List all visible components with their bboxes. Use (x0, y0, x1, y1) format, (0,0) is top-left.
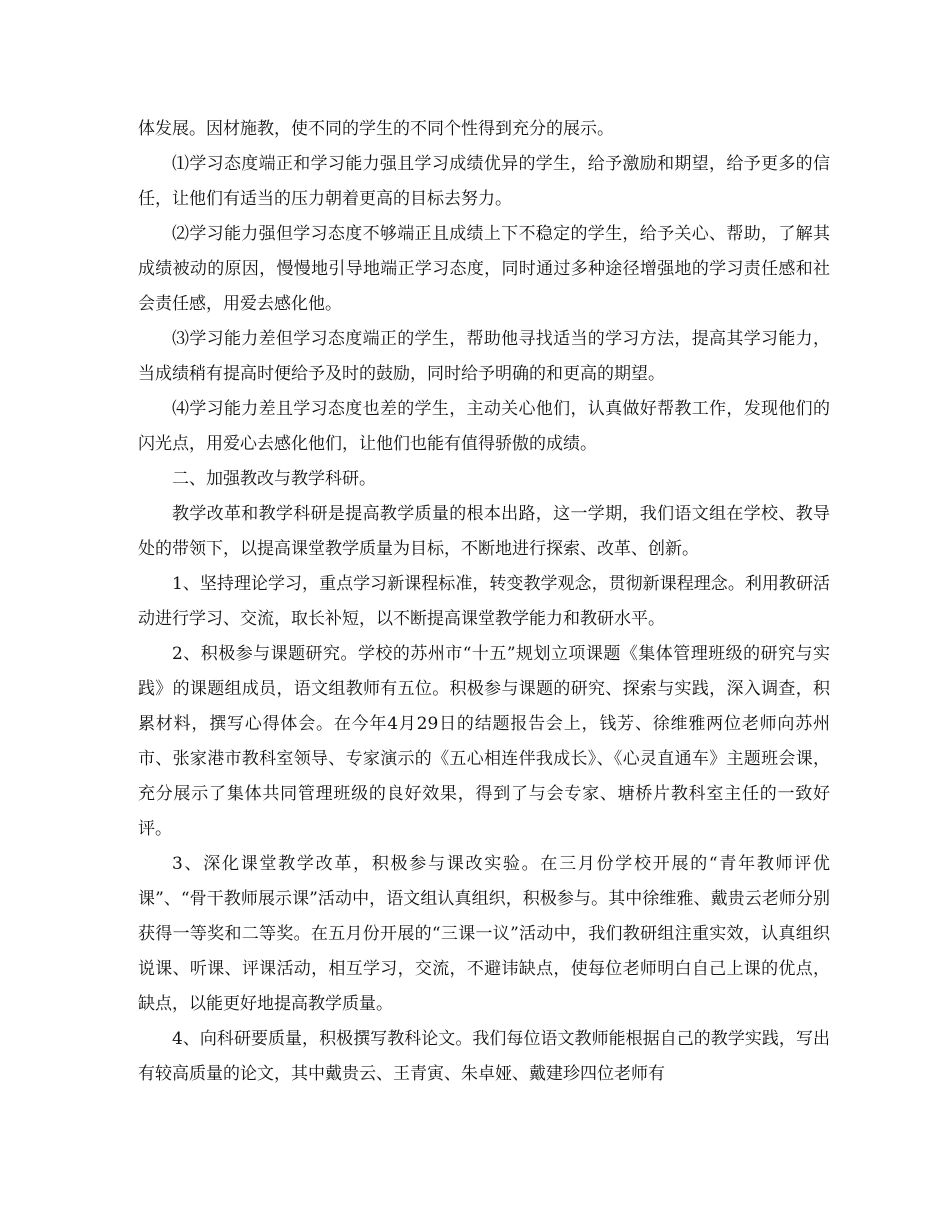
paragraph-point-4: 4、向科研要质量，积极撰写教科论文。我们每位语文教师能根据自己的教学实践，写出有较高质量的论文，其中戴贵云、王青寅、朱卓娅、戴建珍四位老师有 (138, 1029, 830, 1084)
paragraph-item-2: ⑵学习能力强但学习态度不够端正且成绩上下不稳定的学生，给予关心、帮助，了解其成绩被动的原因，慢慢地引导地端正学习态度，同时通过多种途径增强地的学习责任感和社会责任感，用爱去感化他。 (138, 224, 830, 314)
paragraph-point-2: 2、积极参与课题研究。学校的苏州市“十五”规划立项课题《集体管理班级的研究与实践》的课题组成员，语文组教师有五位。积极参与课题的研究、探索与实践，深入调查，积累材料，撰写心得体会。在今年4月29日的结题报告会上，钱芳、徐维雅两位老师向苏州市、张家港市教科室领导、专家演示的《五心相连伴我成长》、《心灵直通车》主题班会课，充分展示了集体共同管理班级的良好效果，得到了与会专家、塘桥片教科室主任的一致好评。 (138, 644, 830, 839)
paragraph-point-1: 1、坚持理论学习，重点学习新课程标准，转变教学观念，贯彻新课程理念。利用教研活动进行学习、交流，取长补短，以不断提高课堂教学能力和教研水平。 (138, 574, 830, 629)
section-heading: 二、加强教改与教学科研。 (172, 469, 376, 489)
document-body (138, 112, 830, 1092)
paragraph-item-4: ⑷学习能力差且学习态度也差的学生，主动关心他们，认真做好帮教工作，发现他们的闪光点，用爱心去感化他们，让他们也能有值得骄傲的成绩。 (138, 399, 830, 454)
paragraph-item-1: ⑴学习态度端正和学习能力强且学习成绩优异的学生，给予激励和期望，给予更多的信任，让他们有适当的压力朝着更高的目标去努力。 (138, 154, 830, 209)
paragraph-point-3: 3、深化课堂教学改革，积极参与课改实验。在三月份学校开展的“青年教师评优课”、“骨干教师展示课”活动中，语文组认真组织，积极参与。其中徐维雅、戴贵云老师分别获得一等奖和二等奖。在五月份开展的“三课一议”活动中，我们教研组注重实效，认真组织说课、听课、评课活动，相互学习，交流，不避讳缺点，使每位老师明白自己上课的优点，缺点，以能更好地提高教学质量。 (138, 854, 830, 1014)
paragraph-continuation: 体发展。因材施教，使不同的学生的不同个性得到充分的展示。 (138, 119, 614, 139)
paragraph-intro: 教学改革和教学科研是提高教学质量的根本出路，这一学期，我们语文组在学校、教导处的带领下，以提高课堂教学质量为目标，不断地进行探索、改革、创新。 (138, 504, 830, 559)
paragraph-item-3: ⑶学习能力差但学习态度端正的学生，帮助他寻找适当的学习方法，提高其学习能力，当成绩稍有提高时便给予及时的鼓励，同时给予明确的和更高的期望。 (138, 329, 830, 384)
